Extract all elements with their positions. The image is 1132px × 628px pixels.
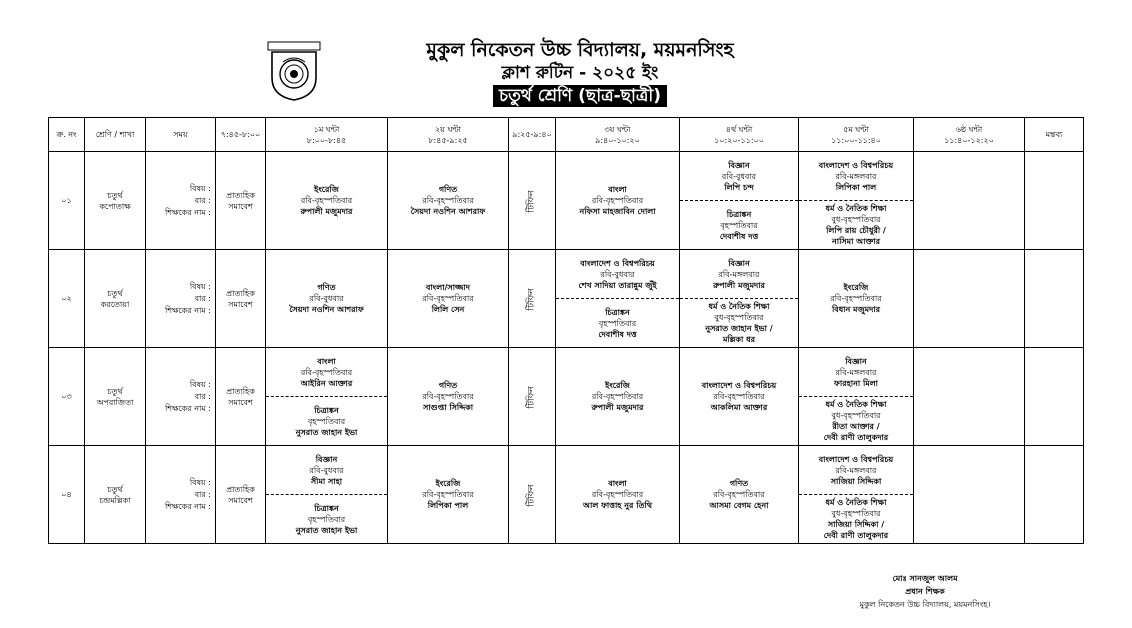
- section-cell: চতুর্থ চন্দ্রমল্লিকা: [85, 446, 146, 544]
- col-period-4: ৪র্থ ঘন্টা ১০:২০-১১:০০: [680, 118, 799, 152]
- col-break-time: ৯:২৫-৯:৪০: [509, 118, 556, 152]
- row-labels: বিষয় : বার : শিক্ষকের নাম :: [146, 446, 216, 544]
- row-labels: বিষয় : বার : শিক্ষকের নাম :: [146, 348, 216, 446]
- period-cell: বিজ্ঞান রবি-মঙ্গলবার রুপালী মজুমদার ধর্ম ও নৈতিক শিক্ষা বুধ-বৃহস্পতিবার নুসরাত জাহান ইভা / মল্লিকা ধর: [680, 250, 799, 348]
- routine-table: [48, 117, 1084, 544]
- table-row: [49, 446, 1084, 544]
- period-cell: বাংলা রবি-বৃহস্পতিবার আল ফাত্তাহ নুর তিথি: [556, 446, 680, 544]
- break-cell: টিফিন: [509, 348, 556, 446]
- col-time: সময়: [146, 118, 216, 152]
- col-period-3: ৩য় ঘন্টা ৯:৪০-১০:২০: [556, 118, 680, 152]
- period-cell: বাংলাদেশ ও বিশ্বপরিচয় রবি-মঙ্গলবার সাজিয়া সিদ্দিকা ধর্ম ও নৈতিক শিক্ষা বুধ-বৃহস্পতিবার সাজিয়া সিদ্দিকা / দেবী রাণী তালুকদার: [799, 446, 914, 544]
- col-period-2: ২য় ঘন্টা ৮:৪৫-৯:২৫: [388, 118, 509, 152]
- period-cell-empty: [914, 446, 1025, 544]
- section-cell: চতুর্থ কপোতাক্ষ: [85, 152, 146, 250]
- assembly-cell: প্রাত্যহিক সমাবেশ: [216, 152, 266, 250]
- header-row: [49, 118, 1084, 152]
- footer-school: মুকুল নিকেতন উচ্চ বিদ্যালয়, ময়মনসিংহ।: [859, 600, 991, 609]
- break-cell: টিফিন: [509, 152, 556, 250]
- sl-cell: ০২: [49, 250, 85, 348]
- period-cell: গণিত রবি-বৃহস্পতিবার সৈয়দা নওশিন আশরাফ: [388, 152, 509, 250]
- period-cell: বাংলাদেশ ও বিশ্বপরিচয় রবি-বৃহস্পতিবার আকলিমা আক্তার: [680, 348, 799, 446]
- period-cell: বাংলাদেশ ও বিশ্বপরিচয় রবি-মঙ্গলবার লিপিকা পাল ধর্ম ও নৈতিক শিক্ষা বুধ-বৃহস্পতিবার লিপি রায় চৌধুরী / নাসিমা আক্তার: [799, 152, 914, 250]
- col-period-6: ৬ষ্ঠ ঘন্টা ১১:৪০-১২:২০: [914, 118, 1025, 152]
- period-cell: বাংলা/সাজ্জাদ রবি-বৃহস্পতিবার লিলি সেন: [388, 250, 509, 348]
- section-cell: চতুর্থ অপরাজিতা: [85, 348, 146, 446]
- period-cell: ইংরেজি রবি-বৃহস্পতিবার বিধান মজুমদার: [799, 250, 914, 348]
- class-title: চতুর্থ শ্রেণি (ছাত্র-ছাত্রী): [493, 85, 667, 107]
- col-sl: ক্র. নং: [49, 118, 85, 152]
- table-row: [49, 152, 1084, 250]
- period-cell: ইংরেজি রবি-বৃহস্পতিবার লিপিকা পাল: [388, 446, 509, 544]
- assembly-cell: প্রাত্যহিক সমাবেশ: [216, 446, 266, 544]
- routine-title: ক্লাশ রুটিন - ২০২৫ ইং: [501, 63, 659, 83]
- col-assembly-time: ৭:৪৫-৮:০০: [216, 118, 266, 152]
- remarks-cell: [1025, 348, 1084, 446]
- headmaster-name: মোঃ সানজুল আলম: [892, 574, 958, 583]
- signature-block: [810, 572, 1040, 611]
- break-cell: টিফিন: [509, 250, 556, 348]
- section-cell: চতুর্থ করতোয়া: [85, 250, 146, 348]
- sl-cell: ০৪: [49, 446, 85, 544]
- break-cell: টিফিন: [509, 446, 556, 544]
- col-period-1: ১ম ঘন্টা ৮:০০-৮:৪৫: [266, 118, 388, 152]
- period-cell: বিজ্ঞান রবি-মঙ্গলবার ফারহানা মিলা ধর্ম ও নৈতিক শিক্ষা বুধ-বৃহস্পতিবার রীতা আক্তার / দেবী রাণী তালুকদার: [799, 348, 914, 446]
- table-row: [49, 250, 1084, 348]
- remarks-cell: [1025, 250, 1084, 348]
- period-cell-empty: [914, 152, 1025, 250]
- col-section: শ্রেণি / শাখা: [85, 118, 146, 152]
- period-cell: গণিত রবি-বৃহস্পতিবার সাগুপ্তা সিদ্দিকা: [388, 348, 509, 446]
- period-cell: বিজ্ঞান রবি-বুধবার লিপি চন্দ চিত্রাঙ্কন বৃহস্পতিবার দেবাশীষ দত্ত: [680, 152, 799, 250]
- sl-cell: ০১: [49, 152, 85, 250]
- period-cell-empty: [914, 348, 1025, 446]
- sl-cell: ০৩: [49, 348, 85, 446]
- period-cell: বাংলা রবি-বৃহস্পতিবার আইরিন আক্তার চিত্রাঙ্কন বৃহস্পতিবার নুসরাত জাহান ইভা: [266, 348, 388, 446]
- period-cell-empty: [914, 250, 1025, 348]
- school-name: মুকুল নিকেতন উচ্চ বিদ্যালয়, ময়মনসিংহ: [426, 39, 734, 61]
- document-header: [330, 38, 830, 107]
- row-labels: বিষয় : বার : শিক্ষকের নাম :: [146, 152, 216, 250]
- school-logo: [266, 40, 322, 102]
- period-cell: বাংলা রবি-বৃহস্পতিবার নফিসা মাহজাবিন দোলা: [556, 152, 680, 250]
- row-labels: বিষয় : বার : শিক্ষকের নাম :: [146, 250, 216, 348]
- period-cell: ইংরেজি রবি-বৃহস্পতিবার রুপালী মজুমদার: [556, 348, 680, 446]
- period-cell: বিজ্ঞান রবি-বুধবার সীমা সাহা চিত্রাঙ্কন বৃহস্পতিবার নুসরাত জাহান ইভা: [266, 446, 388, 544]
- period-cell: গণিত রবি-বুধবার সৈয়দা নওশিন আশরাফ: [266, 250, 388, 348]
- period-cell: গণিত রবি-বৃহস্পতিবার আসমা বেগম হেনা: [680, 446, 799, 544]
- headmaster-title: প্রধান শিক্ষক: [905, 587, 945, 596]
- assembly-cell: প্রাত্যহিক সমাবেশ: [216, 348, 266, 446]
- period-cell: ইংরেজি রবি-বৃহস্পতিবার রুপালী মজুমদার: [266, 152, 388, 250]
- col-period-5: ৫ম ঘন্টা ১১:০০-১১:৪০: [799, 118, 914, 152]
- col-remarks: মন্তব্য: [1025, 118, 1084, 152]
- assembly-cell: প্রাত্যহিক সমাবেশ: [216, 250, 266, 348]
- table-row: [49, 348, 1084, 446]
- period-cell: বাংলাদেশ ও বিশ্বপরিচয় রবি-বুধবার শেখ সাদিয়া তারান্নুম জুঁই চিত্রাঙ্কন বৃহস্পতিবার দেবাশীষ দত্ত: [556, 250, 680, 348]
- remarks-cell: [1025, 446, 1084, 544]
- remarks-cell: [1025, 152, 1084, 250]
